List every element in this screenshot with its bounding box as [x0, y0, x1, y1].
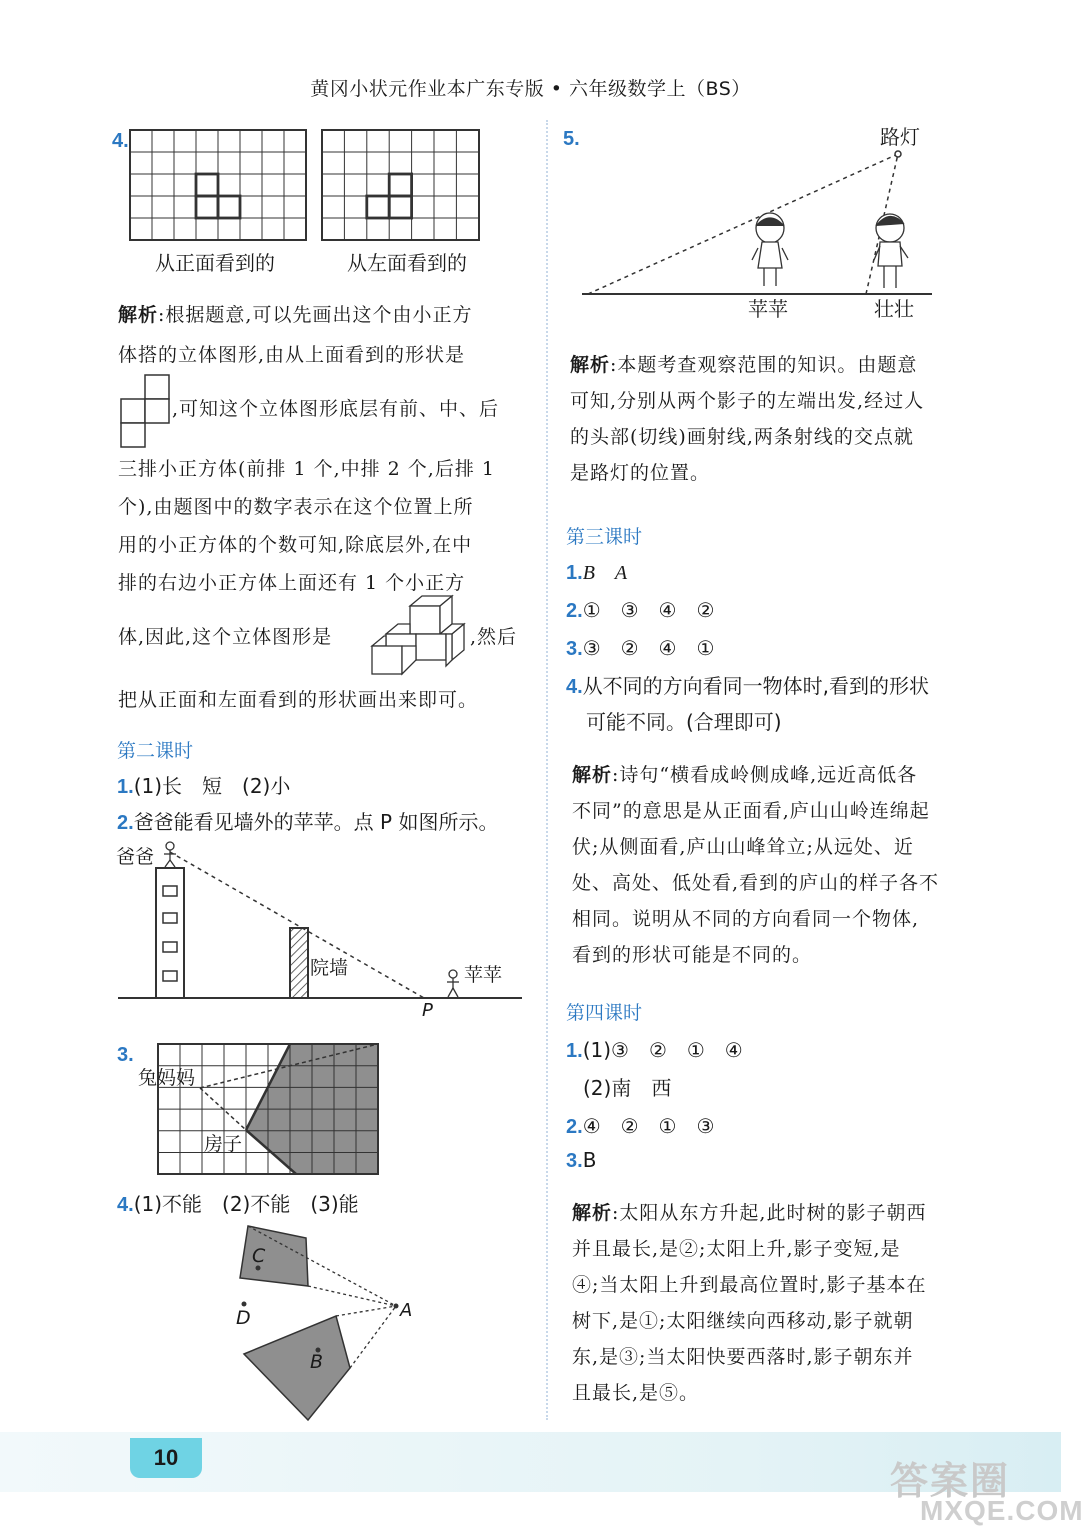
l2-q4-answer: (1)不能 (2)不能 (3)能	[133, 1192, 359, 1216]
view-cell	[367, 196, 389, 218]
l4-q1	[566, 1034, 743, 1063]
l4-q2	[566, 1110, 714, 1139]
l3-q3	[566, 632, 714, 661]
l3-q2-number: 2.	[566, 600, 583, 622]
l4-q1-answer: (1)③ ② ① ④	[582, 1038, 743, 1062]
grid-left-view	[322, 130, 479, 240]
explain-label: 解析	[572, 764, 613, 786]
explain-label: 解析	[118, 304, 159, 326]
explain-line: 用的小正方体的个数可知,除底层外,在中	[118, 534, 473, 556]
label-b: B	[310, 1351, 324, 1373]
dad-figure	[164, 842, 176, 867]
q4-grids-figure	[128, 128, 480, 244]
label-point-p: P	[422, 1000, 433, 1021]
label-lamp: 路灯	[880, 125, 920, 149]
l2-q1-answer: (1)长 短 (2)小	[133, 774, 291, 798]
page-header: 黄冈小状元作业本广东专版 • 六年级数学上（BS）	[310, 78, 751, 100]
explain-line: 东,是③;当太阳快要西落时,影子朝东并	[572, 1346, 914, 1368]
lamp-point	[895, 151, 901, 157]
caption-left-view: 从左面看到的	[347, 251, 467, 275]
column-divider	[546, 120, 548, 1420]
l3-q4-answer-cont: 可能不同。(合理即可)	[586, 710, 782, 734]
l4-q2-number: 2.	[566, 1116, 583, 1138]
label-c: C	[252, 1245, 266, 1267]
l4-q3	[566, 1148, 596, 1173]
label-wall: 院墙	[310, 957, 349, 979]
l2-q2-figure	[112, 838, 530, 1020]
q5-explanation	[570, 348, 990, 490]
l4-q3-number: 3.	[566, 1150, 583, 1172]
l2-q2-answer: 爸爸能看见墙外的苹苹。点 P 如图所示。	[133, 810, 499, 834]
l3-q1-answer: B A	[582, 562, 628, 584]
girl-figure	[447, 970, 459, 997]
explain-line: :诗句“横看成岭侧成峰,远近高低各	[612, 764, 918, 786]
label-house: 房子	[204, 1133, 243, 1155]
l2-q1	[117, 770, 290, 799]
explain-line: :本题考查观察范围的知识。由题意	[610, 354, 918, 376]
ray-girl	[588, 154, 898, 294]
l3-q1-number: 1.	[566, 562, 583, 584]
l3-q2	[566, 594, 714, 623]
explain-line: 排的右边小正方体上面还有 1 个小正方	[118, 572, 466, 594]
explain-line: 且最长,是⑤。	[572, 1382, 700, 1404]
yard-wall	[290, 928, 308, 998]
explain-line: 的头部(切线)画射线,两条射线的交点就	[570, 426, 914, 448]
q4-explanation-cont	[118, 452, 538, 600]
explain-line: 把从正面和左面看到的形状画出来即可。	[118, 689, 479, 711]
watermark-url: MXQE.COM	[920, 1495, 1084, 1526]
label-d: D	[236, 1307, 251, 1329]
q5-number: 5.	[563, 128, 580, 150]
caption-front-view: 从正面看到的	[155, 251, 275, 275]
view-cell	[389, 196, 411, 218]
q4-number: 4.	[112, 130, 129, 152]
explain-line: 不同”的意思是从正面看,庐山山岭连绵起	[572, 800, 930, 822]
view-cell	[196, 196, 218, 218]
explain-line: :太阳从东方升起,此时树的影子朝西	[612, 1202, 927, 1224]
l4-q1-number: 1.	[566, 1040, 583, 1062]
l3-q1	[566, 556, 627, 585]
l2-q3-number: 3.	[117, 1044, 134, 1066]
l3-q4	[566, 670, 929, 699]
label-a: A	[400, 1300, 413, 1321]
view-cell	[218, 196, 240, 218]
explain-line: 并且最长,是②;太阳上升,影子变短,是	[572, 1238, 901, 1260]
l2-q1-number: 1.	[117, 776, 134, 798]
explain-line: 看到的形状可能是不同的。	[572, 944, 813, 966]
explain-line: 是路灯的位置。	[570, 462, 711, 484]
l3-q4-answer: 从不同的方向看同一物体时,看到的形状	[582, 674, 930, 698]
lesson3-title: 第三课时	[566, 526, 643, 548]
explain-line: ,可知这个立体图形底层有前、中、后	[172, 398, 500, 420]
explain-line: 伏;从侧面看,庐山山峰耸立;从远处、近	[572, 836, 914, 858]
shadow-b	[244, 1316, 350, 1420]
l3-q3-number: 3.	[566, 638, 583, 660]
explain-line: 相同。说明从不同的方向看同一个物体,	[572, 908, 920, 930]
explain-line: 个),由题图中的数字表示在这个位置上所	[118, 496, 474, 518]
l4-q1-answer-b: (2)南 西	[583, 1076, 672, 1100]
girl-drawing	[752, 213, 788, 286]
l2-q4-figure	[230, 1220, 420, 1426]
view-cell	[196, 174, 218, 196]
label-girl: 苹苹	[464, 964, 503, 986]
explain-line: ,然后	[470, 626, 518, 648]
l2-q4	[117, 1188, 359, 1217]
explain-label: 解析	[572, 1202, 613, 1224]
explain-line: 树下,是①;太阳继续向西移动,影子就朝	[572, 1310, 914, 1332]
l4-q2-answer: ④ ② ① ③	[582, 1114, 715, 1138]
explain-line: 处、高处、低处看,看到的庐山的样子各不	[572, 872, 940, 894]
explain-line: 三排小正方体(前排 1 个,中排 2 个,后排 1	[118, 458, 495, 480]
q4-explanation	[118, 298, 538, 372]
watermark-logo: 答案圈	[890, 1461, 1011, 1503]
l2-q2	[117, 806, 498, 835]
label-girl: 苹苹	[748, 297, 788, 321]
label-rabbit: 兔妈妈	[138, 1067, 196, 1089]
l2-q2-number: 2.	[117, 812, 134, 834]
explain-line: ④;当太阳上升到最高位置时,影子基本在	[572, 1274, 927, 1296]
view-cell	[389, 174, 411, 196]
shadow-c	[240, 1226, 308, 1286]
label-dad: 爸爸	[116, 846, 155, 868]
l3-explanation	[572, 758, 992, 972]
l3-q4-number: 4.	[566, 676, 583, 698]
boy-drawing	[874, 214, 908, 288]
lesson4-title: 第四课时	[566, 1002, 643, 1024]
l3-q2-answer: ① ③ ④ ②	[582, 598, 715, 622]
lesson2-title: 第二课时	[117, 740, 194, 762]
page-number: 10	[130, 1438, 202, 1478]
explain-line: 可知,分别从两个影子的左端出发,经过人	[570, 390, 925, 412]
l4-explanation	[572, 1196, 992, 1410]
cube-stack-figure	[370, 594, 470, 676]
l2-q3-grid-figure	[138, 1040, 382, 1178]
explain-line: 体搭的立体图形,由从上面看到的形状是	[118, 344, 466, 366]
explain-line: 体,因此,这个立体图形是	[118, 626, 333, 648]
grid-front-view	[130, 130, 306, 240]
label-boy: 壮壮	[874, 297, 914, 321]
explain-line: :根据题意,可以先画出这个由小正方	[158, 304, 473, 326]
l3-q3-answer: ③ ② ④ ①	[582, 636, 715, 660]
l4-q3-answer: B	[582, 1148, 597, 1172]
explain-label: 解析	[570, 354, 611, 376]
top-view-shape	[119, 374, 171, 448]
l2-q4-number: 4.	[117, 1194, 134, 1216]
q5-figure	[578, 118, 940, 324]
